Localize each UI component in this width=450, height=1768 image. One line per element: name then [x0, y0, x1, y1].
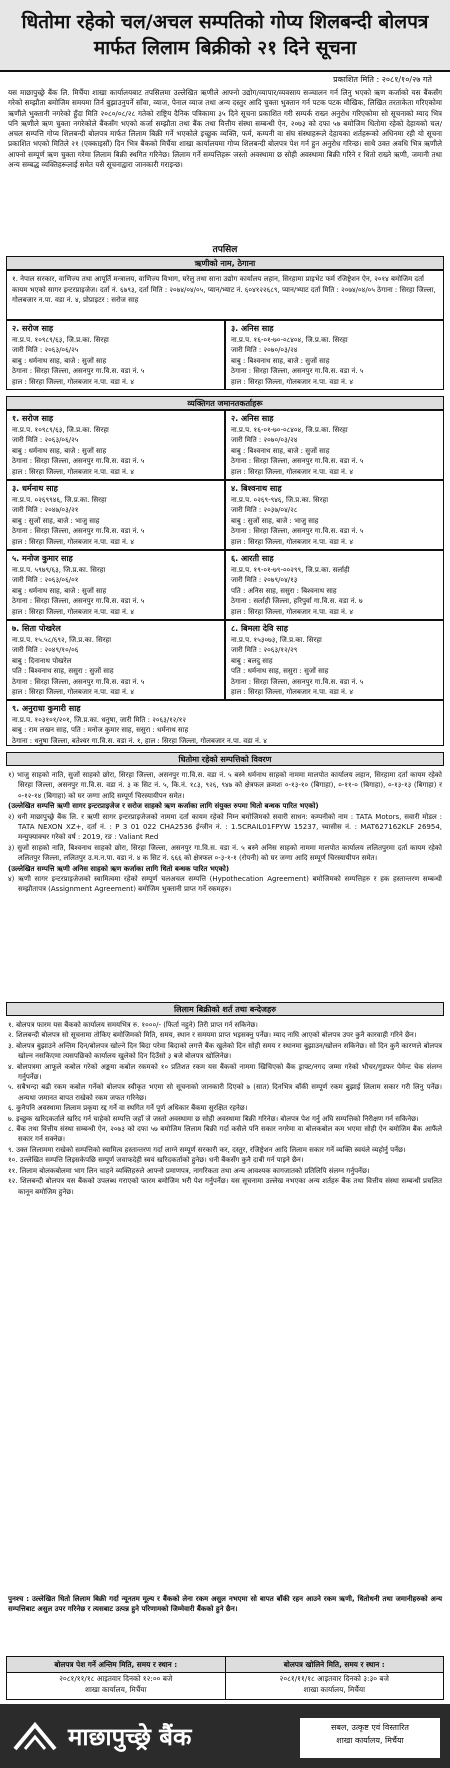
borrower-line: हाल : सिरहा जिल्ला, गोलबजार न.पा. वडा नं. ४ — [12, 377, 135, 386]
term-item: १०. उल्लेखित सम्पत्ति लिइसकेपछि सम्पूर्ण जवाफदेही स्वयं खरिदकर्ताको हुनेछ। धनी बैंकसँग कुनै दाबी गर्न पाइने छैन। — [8, 1156, 304, 1165]
borrower-line: हाल : सिरहा जिल्ला, गोलबजार न.पा. वडा नं. ४ — [231, 377, 354, 386]
term-item: ५. सबैभन्दा बढी रकम कबोल गर्नेको बोलपत्र स्वीकृत भएमा सो सूचनाको जानकारी दिएको ७ (सात) दिनभित्र बाँकी सम्पूर्ण रकम बुझाई लिलाम सकार गरी लिनु पर्नेछ। अन्यथा जमानत बापत राखेको रकम जफत गरिनेछ। — [8, 1083, 442, 1102]
notice-header — [0, 0, 450, 72]
published-date: प्रकाशित मिति : २०८१/१०/२७ गते — [333, 75, 432, 84]
guarantor-name: ४. बिश्वनाथ साह — [231, 484, 282, 493]
bank-tagline-box — [300, 1718, 440, 1758]
term-item: ४. बोलपत्रमा आफूले कबोल गरेको अङ्कमा कबोल रकमको १० प्रतिशत रकम यस बैंकको नाममा खिचिएको बैंक ड्राफ्ट/नगद जम्मा गरेको भौचर/गुडफर पेमेन्ट चेक संलग्न गर्नुपर्नेछ। — [8, 1062, 442, 1082]
guarantor-name: ५. मनोज कुमार साह — [12, 554, 73, 563]
guarantor-line: जारी मिति : २०६३/०६/२५ — [12, 436, 79, 444]
collateral-note: (उल्लेखित सम्पत्ति ऋणी सागर इन्टरप्राइजेज र सरोज साहको ऋण कर्जाका लागि संयुक्त रुपमा धितो बन्धक पारित भएको) — [8, 802, 319, 811]
submission-deadline-place: शाखा कार्यालय, मिर्चैया — [85, 1685, 147, 1694]
guarantor-line: ना.प्र.प. ५९७९/६३, जि.प्र.का. सिरहा — [12, 565, 106, 574]
guarantor-line: हाल : सिरहा जिल्ला, गोलबजार न.पा. वडा नं. ४ — [12, 688, 135, 696]
guarantor-line: जारी मिति : २०७९/०४/१३ — [231, 576, 298, 584]
guarantor-line: ना.प्र.प. १०३१०१/२०१, जि.प्र.का. धनुषा, जारी मिति : २०६३/१२/१२ — [12, 715, 187, 724]
guarantor-box — [6, 410, 225, 480]
guarantor-box — [225, 550, 444, 620]
borrower-name: २. सरोज साह — [12, 324, 54, 333]
guarantor-line: हाल : सिरहा जिल्ला, गोलबजार न.पा. वडा नं. ४ — [231, 607, 354, 616]
notice-title-line2: मार्फत लिलाम बिक्रीको २१ दिने सूचना — [93, 37, 357, 59]
borrower-name: ३. अनिस साह — [231, 324, 274, 333]
guarantor-line: हाल : सिरहा जिल्ला, गोलबजार न.पा. वडा नं. ४ — [12, 607, 135, 616]
borrower-main-box — [6, 270, 444, 320]
submission-deadline-cell — [7, 1657, 225, 1699]
borrower-main-text: १. नेपाल सरकार, वाणिज्य तथा आपूर्ति मन्त्रालय, वाणिज्य विभाग, घरेलु तथा साना उद्योग कार्यालय लहान, सिरहामा प्राइभेट फर्म रजिष्ट्रेशन ऐन, २०१४ बमोजिम दर्ता कायम भएको सागर इन्टरप्राइजेज। दर्ता नं. ६७९३, दर्ता मिति : २०७४/०४/०५, प्यान/भ्याट नं. ६०४१२२६८९, प्यान/भ्याट दर्ता मिति : २०७४/०४/०५ ठेगाना : सिरहा जिल्ला, गोलबजार न.पा. वडा नं. ४, प्रोप्राइटर : सरोज साह — [12, 275, 436, 304]
terms-list — [8, 1020, 442, 1580]
collateral-item: २) धनी माछापुच्छ्रे बैंक लि. र ऋणी सागर इन्टरप्राइजेजको नाममा दर्ता कायम रहेको निम्न बमोजिमको सवारी साधन: कम्पनीको नाम : TATA Motors, सवारी मोडल : TATA NEXON XZ+, दर्ता नं. : P 3 01 022 CHA2536 ईन्जीन नं. : 1.5CRAIL01FPYW 15237, च्यासीस नं. : MAT627162KLF 26954, मन्युफ्याक्चर गरेको वर्ष : 2019, रङ : Valiant Red — [8, 812, 442, 842]
guarantor-line: पति : बिश्वनाथ साह, ससुरा : सुजों साह — [12, 667, 114, 675]
guarantor-box — [6, 550, 225, 620]
guarantor-line: बाबु : बिश्वनाथ साह, बाजे : सुजों साह — [231, 446, 330, 455]
notice-title-line1: धितोमा रहेको चल/अचल सम्पतिको गोप्य शिलबन्दी बोलपत्र — [21, 11, 429, 33]
guarantor-line: हाल : सिरहा जिल्ला, गोलबजार न.पा. वडा नं. ४ — [231, 467, 354, 476]
guarantor-line: जारी मिति : २०७०/०३/२४ — [231, 436, 298, 444]
guarantor-section-heading: व्यक्तिगत जमानतकर्ताहरू — [6, 396, 444, 410]
guarantor-name: ९. अनुराधा कुमारी साह — [12, 704, 81, 713]
guarantor-box — [6, 620, 225, 700]
collateral-item: १) भाजु साहको नाति, सुजों साहको छोरा, सिरहा जिल्ला, असनपुर गा.वि.स. वडा नं. ५ बस्ने धर्मनाथ साहको नाममा मालपोत कार्यालय लहान, सिरहामा दर्ता कायम रहेको सिरहा जिल्ला, असनपुर गा.वि.स. वडा नं. ३ क सिट नं. ५, कि.नं. १८३, ९२६, ९४७ को क्षेत्रफल क्रमशः ०-१३-१० (बिगाहा), ०-११-० (बिगाहा), ०-१३-१३ (बिगाहा) र ०-१२-१४ (बिगाहा) को घर जग्गा आदि सम्पूर्ण चिरस्यायीपन समेत। — [8, 771, 442, 800]
guarantor-line: ना.प्र.प. १५.५८/६९२, जि.प्र.का. सिरहा — [12, 635, 112, 644]
guarantor-line: ना.प्र.प. ०२६९-९४६, जि.प्र.का. सिरहा — [231, 495, 329, 504]
collateral-note: (उल्लेखित सम्पत्ति ऋणी अनिस साहको ऋण कर्जाका लागि धितो बन्धक पारित भएको) — [8, 864, 230, 873]
guarantor-line: पति : धर्मनाथ साह, ससुरा : सुजों साह — [231, 667, 329, 675]
term-item: ११. लिलाम बोलकबोलमा भाग लिन चाहने व्यक्तिहरुले आफ्नो प्रमाणपत्र, नागरिकता तथा अन्य आवश्यक कागजातको प्रतिलिपि संलग्न गर्नुपर्नेछ। — [8, 1166, 370, 1175]
guarantor-line: ठेगाना : सिरहा जिल्ला, असनपुर गा.वि.स. वडा नं. ५ — [231, 527, 364, 535]
guarantor-line: जारी मिति : २०४९/१०/०६ — [12, 646, 79, 654]
guarantor-line: बाबु : बलदु साह — [231, 656, 273, 665]
guarantor-line: ना.प्र.प. ०२६९९४६, जि.प्र.का. सिरहा — [12, 495, 107, 504]
collateral-list — [8, 770, 442, 1000]
guarantor-box — [6, 700, 444, 746]
guarantor-line: जारी मिति : २०६३/१२/२९ — [231, 646, 298, 654]
guarantor-line: हाल : सिरहा जिल्ला, गोलबजार न.पा. वडा नं. ४ — [231, 688, 354, 696]
guarantor-box — [225, 480, 444, 550]
opening-place: शाखा कार्यालय, मिर्चैया — [303, 1685, 365, 1694]
closing-note: पुनश्च : उल्लेखित धितो लिलाम बिक्री गर्दा न्यूनतम मूल्य र बैंकको लेना रकम असुल नभएमा सो बापत बाँकी रहन आउने रकम ऋणी, धितोधनी तथा जमानीहरुको अन्य सम्पत्तिबाट असुल उपर गरिनेछ र त्यसबाट उत्पन्न हुने परिणामको जिम्मेवारी बैंकको हुने छैन। — [8, 1595, 442, 1614]
guarantor-line: ठेगाना : सिरहा जिल्ला, असनपुर गा.वि.स. वडा नं. ५ — [12, 457, 145, 465]
guarantor-line: ठेगाना : सिरहा जिल्ला, असनपुर गा.वि.स. वडा नं. ५ — [12, 677, 145, 686]
intro-paragraph: यस माछापुच्छ्रे बैंक लि. मिर्चैया शाखा कार्यालयबाट तपसिलमा उल्लेखित ऋणीले आफ्नो उद्योग/व्यापार/व्यवसाय सञ्चालन गर्न लिनु भएको ऋण कर्जाको यस बैंकसँग गरेको सम्झौता बमोजिम समयमा तिर्न बुझाउनुपर्ने साँवा, व्याज, पेनाल व्याज तथा अन्य दस्तुर आदि चुक्ता भुक्तान गर्न पटक पटक मौखिक, लिखित तरताकेता गरिएकोमा ऋणीले भुक्तानी नगरेको हुँदा मिति २०८०/०८/२८ गतेको राष्ट्रिय दैनिक पत्रिकामा ३५ दिने सूचना प्रकाशित गरी सम्पर्क राख्न अनुरोध गरिएकोमा सो सूचनाको म्याद भित्र पनि ऋणीले ऋण चुक्ता नगरेकोले बैंकसँग भएको कर्जा सम्झौता तथा बैंक तथा वित्तीय संस्था सम्बन्धी ऐन, २०७३ को दफा ५७ बमोजिम धितोमा रहेको देहायको चल/अचल सम्पत्ति गोप्य शिलबन्दी बोलपत्र मार्फत लिलाम बिक्री गर्ने भएकोले इच्छुक व्यक्ति, फर्म, कम्पनी वा संघ संस्थाहरूले देहायका शर्तहरूको अधिनमा रही यो सूचना प्रकाशित भएको मितिले २१ (एक्काइसौं) दिन भित्र बैंकको मिर्चैया शाखा कार्यालयमा गोप्य शिलबन्दी बोलपत्र पेश गर्न हुन अनुरोध गरिन्छ। साथै उक्त अवधि भित्र ऋणीले आफ्नो सम्पूर्ण ऋण चुक्ता गरेमा लिलाम बिक्री स्थगित गरिनेछ। लिलाम गर्ने सम्पत्तिहरू जस्तो अवस्थामा छ सोही अवस्थामा बिक्री गरिने र धितो राख्ने ऋणी, जमानी तथा अन्य सम्बद्ध व्यक्तिहरूलाई समेत यसै सूचनाद्वारा जानकारी गराइन्छ। — [8, 88, 442, 170]
guarantor-line: जारी मिति : २०३७/०४/२८ — [231, 506, 298, 514]
bank-footer-bar — [0, 1704, 450, 1768]
borrower-line: ना.प्र.प. १६-०१-७०-०८४०४, जि.प्र.का. सिरहा — [231, 335, 348, 344]
guarantor-line: ठेगाना : सर्लाही जिल्ला, हरिपुर्वा गा.वि.स. वडा नं. ७ — [231, 597, 363, 605]
bank-office: शाखा कार्यालय, मिर्चैया — [336, 1736, 404, 1745]
guarantor-line: ठेगाना : सिरहा जिल्ला, असनपुर गा.वि.स. वडा नं. ५ — [12, 597, 145, 605]
borrower-line: बाबु : धर्मनाथ साह, बाजे : सुजों साह — [12, 356, 107, 365]
guarantor-line: ठेगाना : सिरहा जिल्ला, असनपुर गा.वि.स. वडा नं. ५ — [12, 527, 145, 535]
guarantor-line: बाबु : सुजों साह, बाजे : भाजु साह — [231, 516, 319, 525]
bank-name: माछापुच्छ्रे बैंक — [68, 1721, 192, 1751]
term-item: २. शिलबन्दी बोलपत्र सो सूचनामा तोकिए बमोजिमको मिति, समय, स्थान र समयमा प्राप्त भइसक्नु पर्नेछ। म्याद नाघि आएको बोलपत्र उपर कुनै कारवाही गरिने छैन। — [8, 1031, 417, 1040]
borrower-line: जारी मिति : २०६३/०६/२५ — [12, 346, 79, 354]
borrower-box-2 — [6, 320, 225, 390]
term-item: १. बोलपत्र फारम यस बैंकको कार्यालय समयभित्र रु. १०००/- (फिर्ता नहुने) तिरी प्राप्त गर्न सकिनेछ। — [8, 1021, 258, 1029]
guarantor-line: हाल : सिरहा जिल्ला, गोलबजार न.पा. वडा नं. ४ — [12, 537, 135, 546]
guarantor-line: ना.प्र.प. १६-०१-७०-०८४०४, जि.प्र.का. सिरहा — [231, 425, 348, 434]
opening-datetime: २०८१/११/१८ आइतवार दिनको ३:३० बजे — [279, 1674, 389, 1683]
guarantor-line: ना.प्र.प. १९-०१-७९-००२९९, जि.प्र.का. सर्लाही — [231, 565, 350, 574]
borrower-line: ठेगाना : सिरहा जिल्ला, असनपुर गा.वि.स. वडा नं. ५ — [12, 367, 145, 375]
guarantor-name: ८. बिमला देवि साह — [231, 624, 288, 633]
term-item: ६. कुनैपनि अवस्थामा लिलाम प्रकृया रद्द गर्ने वा स्थगित गर्ने पूर्ण अधिकार बैंकमा सुरक्षित रहनेछ। — [8, 1104, 248, 1113]
guarantor-line: हाल : सिरहा जिल्ला, गोलबजार न.पा. वडा नं. ४ — [231, 537, 354, 546]
guarantor-line: ना.प्र.प. १०९८९/६३, जि.प्र.का. सिरहा — [12, 425, 109, 434]
borrower-line: ठेगाना : सिरहा जिल्ला, असनपुर गा.वि.स. वडा नं. ५ — [231, 367, 364, 375]
guarantor-name: २. अनिस साह — [231, 414, 274, 423]
guarantor-line: पति : अनिस साह, ससुरा : बिश्वनाथ साह — [231, 586, 337, 595]
guarantor-line: जारी मिति : २०४७/०३/२१ — [12, 506, 79, 514]
guarantor-name: १. सरोज साह — [12, 414, 54, 423]
submission-deadline-heading: बोलपत्र पेश गर्ने अन्तिम मिति, समय र स्थान : — [7, 1657, 225, 1673]
borrower-line: ना.प्र.प. १०९८९/६३, जि.प्र.का. सिरहा — [12, 335, 109, 344]
guarantor-line: ठेगाना : सिरहा जिल्ला, असनपुर गा.वि.स. वडा नं. ५ — [231, 457, 364, 465]
term-item: ९. उक्त लिलाममा राखेको सम्पत्तिको स्वामित्व हस्तान्तरण गर्दा लाग्ने सम्पूर्ण सरकारी कर, दस्तुर, रजिष्ट्रेशन आदि लिलाम सकार गर्ने व्यक्ति स्वयंले व्यहोर्नु पर्नेछ। — [8, 1145, 406, 1154]
terms-section-heading: लिलाम बिक्रीको शर्त तथा बन्देजहरु — [6, 1002, 444, 1016]
guarantor-line: ठेगाना : धनुषा जिल्ला, बतेश्वर गा.वि.स. वडा नं. १, हाल : सिरहा जिल्ला, गोलबजार न.पा. वडा नं. ४ — [12, 736, 267, 745]
collateral-item: ४) ऋणी सागर इन्टरप्राइजेजको स्वामित्वमा रहेको सम्पूर्ण चलअचल सम्पत्ति (Hypothecation Agreement) बमोजिमको सम्पत्तिहरु र हक हस्तान्तरण सम्बन्धी सम्झौतापत्र (Assignment Agreement) बमोजिम भुक्तानी प्राप्त गर्ने रकमहरु। — [8, 875, 442, 894]
guarantor-box — [225, 620, 444, 700]
guarantor-name: ७. सिता पोखरेल — [12, 624, 61, 633]
guarantor-box — [6, 480, 225, 550]
guarantor-line: ठेगाना : सिरहा जिल्ला, असनपुर गा.वि.स. वडा नं. ५ — [231, 677, 364, 686]
bank-tagline: सबल, उत्कृष्ट एवं विस्तारित — [331, 1723, 409, 1732]
bank-logo-icon — [10, 1716, 60, 1756]
opening-date-heading: बोलपत्र खोलिने मिति, समय र स्थान : — [226, 1657, 444, 1673]
bid-dates-table — [6, 1656, 444, 1700]
guarantor-line: हाल : सिरहा जिल्ला, गोलबजार न.पा. वडा नं. ४ — [12, 467, 135, 476]
guarantor-line: बाबु : राम लखन साह, पति : मनोज कुमार साह, ससुरा : धर्मनाथ साह — [12, 726, 189, 734]
guarantor-line: बाबु : सुजों साह, बाजे : भाजु साह — [12, 516, 100, 525]
collateral-item: ३) सुजों साहको नाति, बिश्वनाथ साहको छोरा, सिरहा जिल्ला, असनपुर गा.वि.स. वडा नं. ५ बस्ने अनिस साहको नाममा मालपोत कार्यालय ललितपुरमा दर्ता कायम रहेको ललितपुर जिल्ला, ललितपुर उ.म.न.पा. वडा नं. ४ क सिट नं. ६६६ को क्षेत्रफल ०-३-१-१ (रोपनी) को घर जग्गा आदि सम्पूर्ण चिरस्यायीपन समेत। — [8, 843, 442, 863]
term-item: ८. बैंक तथा वित्तीय संस्था सम्बन्धी ऐन, २०७३ को दफा ५७ बमोजिम लिलाम बिक्री गर्दा कसैले पनि सकार नगरेमा वा बोलकबोल कम भएमा सोही ऐन बमोजिम बैंक आफैंले सकार गर्न सक्नेछ। — [8, 1125, 442, 1144]
guarantor-line: बाबु : धर्मनाथ साह, बाजे : सुजों साह — [12, 586, 107, 595]
collateral-section-heading: धितोमा रहेको सम्पत्तिको विवरण — [6, 752, 444, 766]
guarantor-line: जारी मिति : २०६३/०६/०१ — [12, 576, 79, 584]
guarantor-name: ३. धर्मनाथ साह — [12, 484, 58, 493]
table-title: तपसिल — [212, 245, 238, 255]
term-item: ३. बोलपत्र बुझाउने अन्तिम दिन/बोलपत्र खोल्ने दिन बिदा परेमा बिदाको लगत्तै बैंक खुलेको दिन सोही समय र स्थानमा बुझाउन/खोलन सकिनेछ। सो दिन कुनै कारणले बोलपत्र खोल्न नसकिएमा त्यसपछिको कार्यालय खुलेको दिन दिउँसो ३ बजे बोलपत्र खोलिनेछ। — [8, 1041, 442, 1061]
borrower-line: जारी मिति : २०७०/०३/२४ — [231, 346, 298, 354]
guarantor-box — [225, 410, 444, 480]
guarantor-line: ना.प्र.प. १५३०७३, जि.प्र.का. सिरहा — [231, 635, 322, 644]
borrower-box-3 — [225, 320, 444, 390]
guarantor-name: ६. आरती साह — [231, 554, 274, 563]
borrower-section-heading: ऋणीको नाम, ठेगाना — [6, 256, 444, 270]
term-item: १२. शिलबन्दी बोलपत्र यस बैंकको उपलब्ध गराएको फारम बमोजिम भरी पेश गर्नुपर्नेछ। यस सूचनामा उल्लेख नभएका अन्य शर्तहरु बैंक तथा वित्तीय संस्था सम्बन्धी प्रचलित कानून बमोजिम हुनेछ। — [8, 1177, 442, 1196]
guarantor-line: बाबु : धर्मनाथ साह, बाजे : सुजों साह — [12, 446, 107, 455]
opening-date-cell — [225, 1657, 444, 1699]
borrower-line: बाबु : बिश्वनाथ साह, बाजे : सुजों साह — [231, 356, 330, 365]
term-item: ७. इच्छुक खरिदकर्ताले खरिद गर्न चाहेको सम्पत्ति जहाँ जे जस्तो अवस्थामा छ सोही अवस्थामा बिक्री गरिनेछ। बोलपत्र पेश गर्नु अघि सम्पत्तिको निरीक्षण गर्न सकिनेछ। — [8, 1114, 419, 1123]
submission-deadline-datetime: २०८१/११/१८ आइतवार दिनको १२:०० बजे — [59, 1674, 173, 1683]
guarantor-line: बाबु : दिनानाथ पोखरेल — [12, 656, 72, 665]
